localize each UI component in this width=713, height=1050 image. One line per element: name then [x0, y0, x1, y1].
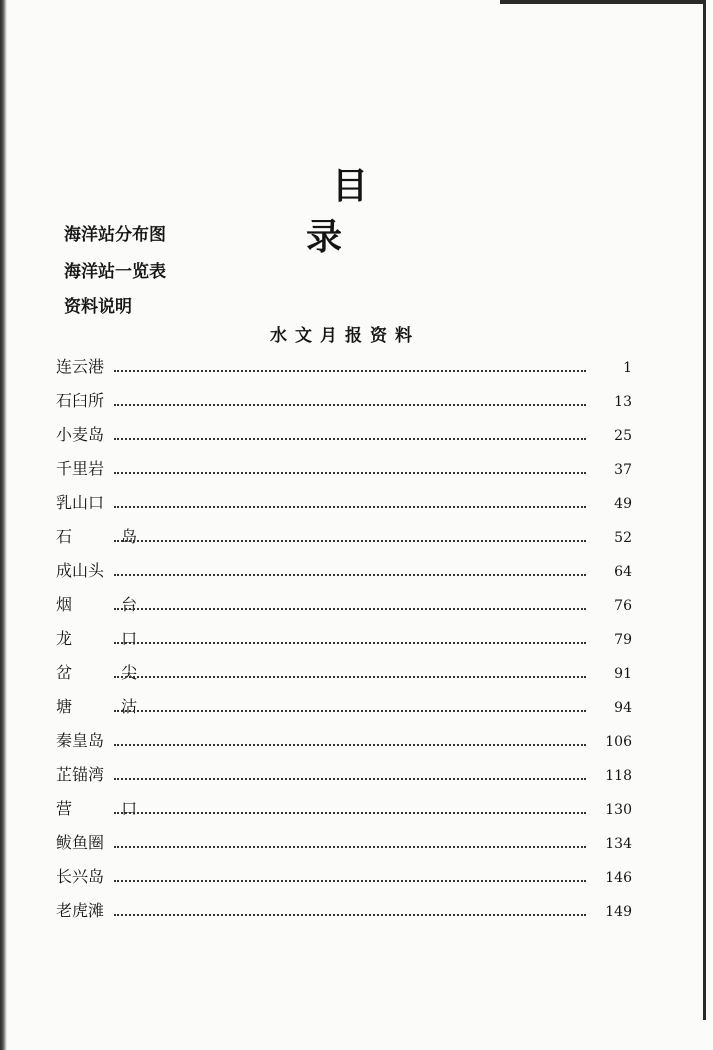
toc-entry-page: 76 [614, 598, 632, 614]
toc-list [56, 353, 632, 931]
toc-entry[interactable] [56, 795, 632, 829]
toc-entry-page: 106 [605, 734, 632, 750]
toc-entry[interactable] [56, 693, 632, 727]
toc-entry-name: 千里岩 [56, 459, 105, 478]
toc-entry-name: 老虎滩 [56, 901, 105, 920]
toc-entry-page: 134 [605, 836, 632, 852]
toc-entry-name: 连云港 [56, 357, 105, 376]
front-matter-distribution-map[interactable]: 海洋站分布图 [64, 225, 166, 245]
leader-dots [114, 913, 586, 916]
toc-entry[interactable] [56, 829, 632, 863]
toc-entry-page: 25 [614, 428, 632, 444]
toc-entry[interactable] [56, 523, 632, 557]
toc-entry[interactable] [56, 455, 632, 489]
page-right-border [703, 0, 706, 1020]
toc-entry-name: 长兴岛 [56, 867, 105, 886]
toc-entry-page: 118 [605, 768, 632, 784]
leader-dots [114, 539, 586, 542]
toc-entry-page: 130 [605, 802, 632, 818]
toc-entry[interactable] [56, 591, 632, 625]
toc-entry-name: 营 口 [56, 799, 160, 818]
toc-entry-page: 79 [614, 632, 632, 648]
leader-dots [114, 369, 586, 372]
toc-entry-page: 91 [614, 666, 632, 682]
toc-entry-page: 94 [614, 700, 632, 716]
toc-entry[interactable] [56, 387, 632, 421]
toc-entry-page: 37 [614, 462, 632, 478]
page-binding-edge [0, 0, 7, 1050]
leader-dots [114, 743, 586, 746]
toc-entry-name: 成山头 [56, 561, 105, 580]
toc-entry-page: 49 [614, 496, 632, 512]
toc-entry-page: 149 [605, 904, 632, 920]
page-title: 目 录 [305, 166, 597, 258]
toc-entry-page: 13 [614, 394, 632, 410]
leader-dots [114, 845, 586, 848]
toc-entry-name: 乳山口 [56, 493, 105, 512]
toc-entry-page: 52 [614, 530, 632, 546]
leader-dots [114, 777, 586, 780]
front-matter-station-list[interactable]: 海洋站一览表 [64, 262, 166, 282]
toc-entry-name: 石 岛 [56, 527, 160, 546]
toc-entry-name: 岔 尖 [56, 663, 160, 682]
leader-dots [114, 403, 586, 406]
leader-dots [114, 505, 586, 508]
leader-dots [114, 879, 586, 882]
toc-entry-name: 芷锚湾 [56, 765, 105, 784]
toc-entry[interactable] [56, 897, 632, 931]
toc-entry[interactable] [56, 659, 632, 693]
page-top-border [500, 0, 706, 4]
toc-entry[interactable] [56, 557, 632, 591]
toc-entry[interactable] [56, 489, 632, 523]
toc-entry-name: 龙 口 [56, 629, 160, 648]
toc-entry-name: 塘 沽 [56, 697, 160, 716]
leader-dots [114, 607, 586, 610]
leader-dots [114, 437, 586, 440]
toc-entry[interactable] [56, 625, 632, 659]
toc-entry-page: 64 [614, 564, 632, 580]
toc-entry-name: 烟 台 [56, 595, 160, 614]
toc-entry-name: 鲅鱼圈 [56, 833, 105, 852]
leader-dots [114, 811, 586, 814]
toc-entry[interactable] [56, 863, 632, 897]
toc-entry-name: 秦皇岛 [56, 731, 105, 750]
leader-dots [114, 471, 586, 474]
toc-entry[interactable] [56, 421, 632, 455]
toc-entry[interactable] [56, 727, 632, 761]
leader-dots [114, 709, 586, 712]
toc-entry-page: 146 [605, 870, 632, 886]
leader-dots [114, 573, 586, 576]
toc-entry-page: 1 [623, 360, 632, 376]
toc-entry-name: 小麦岛 [56, 425, 105, 444]
section-heading: 水文月报资料 [270, 326, 420, 346]
toc-entry[interactable] [56, 761, 632, 795]
toc-entry-name: 石臼所 [56, 391, 105, 410]
front-matter-data-notes[interactable]: 资料说明 [64, 297, 132, 317]
toc-entry[interactable] [56, 353, 632, 387]
leader-dots [114, 675, 586, 678]
leader-dots [114, 641, 586, 644]
